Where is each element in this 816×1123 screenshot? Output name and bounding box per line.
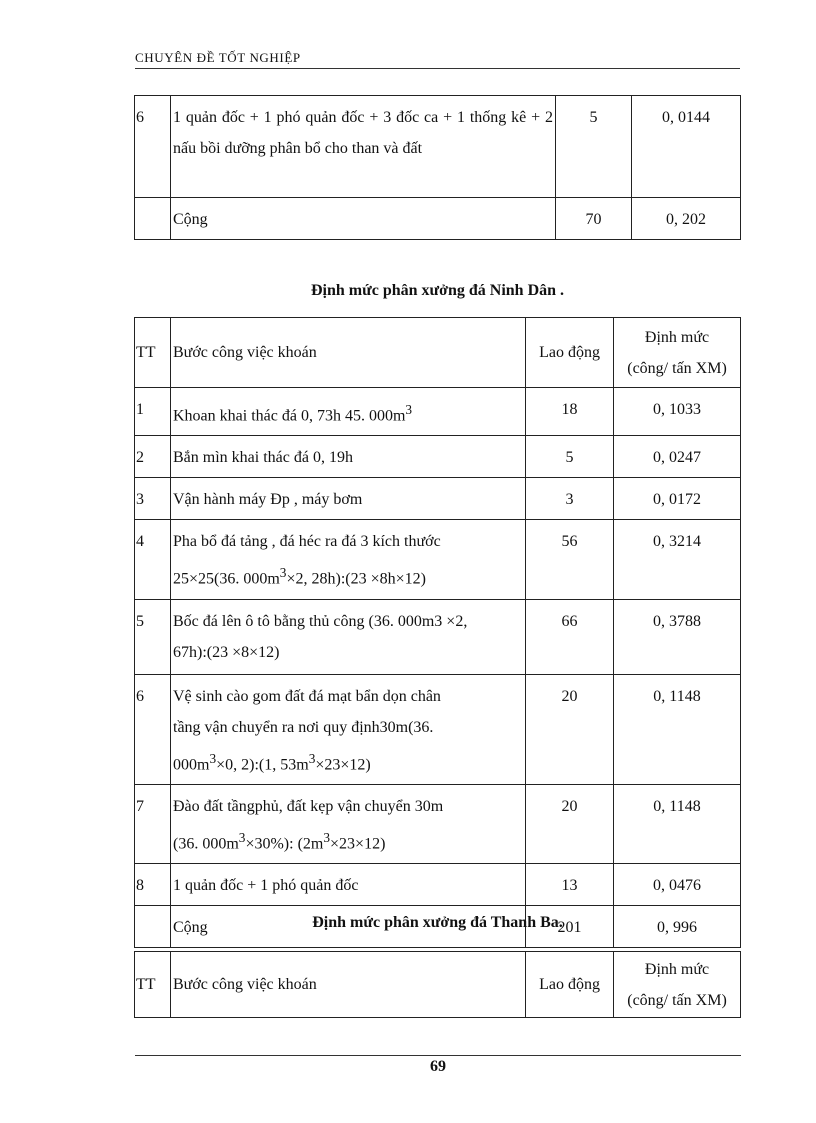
superscript: 3 bbox=[323, 829, 331, 845]
table-row bbox=[135, 864, 741, 906]
header-norm bbox=[614, 318, 741, 388]
task-line: Đào đất tầngphủ, đất kẹp vận chuyển 30m bbox=[173, 797, 444, 815]
cell-tt: 3 bbox=[135, 478, 171, 520]
task-text: ×23×12) bbox=[315, 755, 371, 773]
table-row bbox=[135, 96, 741, 198]
cell-labor: 201 bbox=[526, 906, 614, 948]
section-title-thanh-ba: Định mức phân xưởng đá Thanh Ba. bbox=[312, 914, 563, 931]
cell-labor: 18 bbox=[526, 388, 614, 436]
task-text: 000m bbox=[173, 755, 210, 773]
task-text: 25×25(36. 000m bbox=[173, 570, 280, 588]
cell-task: Cộng bbox=[171, 198, 556, 240]
header-norm-line1: Định mức bbox=[644, 960, 710, 978]
cell-norm: 0, 0476 bbox=[614, 864, 741, 906]
cell-norm: 0, 1148 bbox=[614, 784, 741, 863]
task-line: tầng vận chuyển ra nơi quy định30m(36. bbox=[173, 718, 434, 736]
task-line bbox=[173, 557, 523, 594]
cell-task: 1 quản đốc + 1 phó quản đốc bbox=[171, 864, 526, 906]
task-line: Pha bổ đá tảng , đá héc ra đá 3 kích thước bbox=[173, 533, 441, 551]
cell-task bbox=[171, 784, 526, 863]
header-norm-line2: (công/ tấn XM) bbox=[627, 991, 727, 1009]
table-header-row bbox=[135, 952, 741, 1018]
cell-norm: 0, 0247 bbox=[614, 436, 741, 478]
cell-labor: 20 bbox=[526, 674, 614, 784]
table-row bbox=[135, 599, 741, 674]
header-labor: Lao động bbox=[526, 952, 614, 1018]
cell-tt: 6 bbox=[135, 96, 171, 198]
task-line: Bốc đá lên ô tô bằng thủ công (36. 000m3 ×2, bbox=[173, 612, 468, 630]
header-tt: TT bbox=[135, 952, 171, 1018]
page-number: 69 bbox=[430, 1058, 446, 1075]
cell-tt: 1 bbox=[135, 388, 171, 436]
task-text: ×30%): (2m bbox=[245, 835, 324, 853]
cell-tt: 7 bbox=[135, 784, 171, 863]
table-row bbox=[135, 674, 741, 784]
table-row bbox=[135, 436, 741, 478]
cell-tt: 6 bbox=[135, 674, 171, 784]
header-tt: TT bbox=[135, 318, 171, 388]
table-header-row bbox=[135, 318, 741, 388]
cell-tt: 4 bbox=[135, 520, 171, 599]
table-row bbox=[135, 388, 741, 436]
cell-task: Cộng bbox=[171, 906, 526, 948]
task-line bbox=[173, 822, 523, 859]
footer-divider bbox=[135, 1055, 741, 1056]
header-labor: Lao động bbox=[526, 318, 614, 388]
header-title: CHUYÊN ĐỀ TỐT NGHIỆP bbox=[135, 50, 301, 65]
superscript: 3 bbox=[308, 750, 316, 766]
table-row bbox=[135, 520, 741, 599]
task-text: ×23×12) bbox=[330, 835, 386, 853]
table-row bbox=[135, 478, 741, 520]
cell-task bbox=[171, 520, 526, 599]
task-line bbox=[173, 743, 523, 780]
cell-labor: 70 bbox=[556, 198, 632, 240]
task-line: Vệ sinh cào gom đất đá mạt bẩn dọn chân bbox=[173, 687, 441, 705]
table-ninh-dan bbox=[134, 317, 741, 948]
superscript: 3 bbox=[238, 829, 246, 845]
header-task: Bước công việc khoán bbox=[171, 952, 526, 1018]
cell-labor: 5 bbox=[526, 436, 614, 478]
header-norm-line1: Định mức bbox=[644, 328, 710, 346]
cell-labor: 20 bbox=[526, 784, 614, 863]
page-header bbox=[135, 50, 740, 69]
superscript: 3 bbox=[209, 750, 217, 766]
cell-task bbox=[171, 599, 526, 674]
cell-norm: 0, 0144 bbox=[632, 96, 741, 198]
cell-task: Vận hành máy Đp , máy bơm bbox=[171, 478, 526, 520]
cell-tt: 5 bbox=[135, 599, 171, 674]
task-text: ×0, 2):(1, 53m bbox=[216, 755, 309, 773]
cell-norm: 0, 202 bbox=[632, 198, 741, 240]
cell-norm: 0, 1033 bbox=[614, 388, 741, 436]
cell-tt bbox=[135, 198, 171, 240]
cell-labor: 5 bbox=[556, 96, 632, 198]
section-title-ninh-dan: Định mức phân xưởng đá Ninh Dân . bbox=[310, 282, 565, 299]
task-text: ×2, 28h):(23 ×8h×12) bbox=[286, 570, 426, 588]
task-text: Khoan khai thác đá 0, 73h 45. 000m bbox=[173, 407, 406, 425]
table-thanh-ba bbox=[134, 951, 741, 1018]
cell-norm: 0, 996 bbox=[614, 906, 741, 948]
cell-task bbox=[171, 388, 526, 436]
task-line: 67h):(23 ×8×12) bbox=[173, 643, 280, 661]
superscript: 3 bbox=[279, 565, 287, 581]
cell-norm: 0, 0172 bbox=[614, 478, 741, 520]
header-norm bbox=[614, 952, 741, 1018]
header-task: Bước công việc khoán bbox=[171, 318, 526, 388]
cell-task: 1 quản đốc + 1 phó quản đốc + 3 đốc ca + 1 thống kê + 2 nấu bồi dưỡng phân bổ cho than và đất bbox=[171, 96, 556, 198]
cell-norm: 0, 1148 bbox=[614, 674, 741, 784]
cell-task bbox=[171, 674, 526, 784]
cell-norm: 0, 3788 bbox=[614, 599, 741, 674]
superscript: 3 bbox=[405, 402, 413, 417]
cell-labor: 66 bbox=[526, 599, 614, 674]
header-norm-line2: (công/ tấn XM) bbox=[627, 359, 727, 377]
table-row bbox=[135, 198, 741, 240]
cell-labor: 13 bbox=[526, 864, 614, 906]
table-row bbox=[135, 784, 741, 863]
cell-norm: 0, 3214 bbox=[614, 520, 741, 599]
cell-tt: 2 bbox=[135, 436, 171, 478]
task-text: (36. 000m bbox=[173, 835, 239, 853]
cell-labor: 3 bbox=[526, 478, 614, 520]
cell-task: Bắn mìn khai thác đá 0, 19h bbox=[171, 436, 526, 478]
table-top bbox=[134, 95, 741, 240]
cell-labor: 56 bbox=[526, 520, 614, 599]
cell-tt: 8 bbox=[135, 864, 171, 906]
